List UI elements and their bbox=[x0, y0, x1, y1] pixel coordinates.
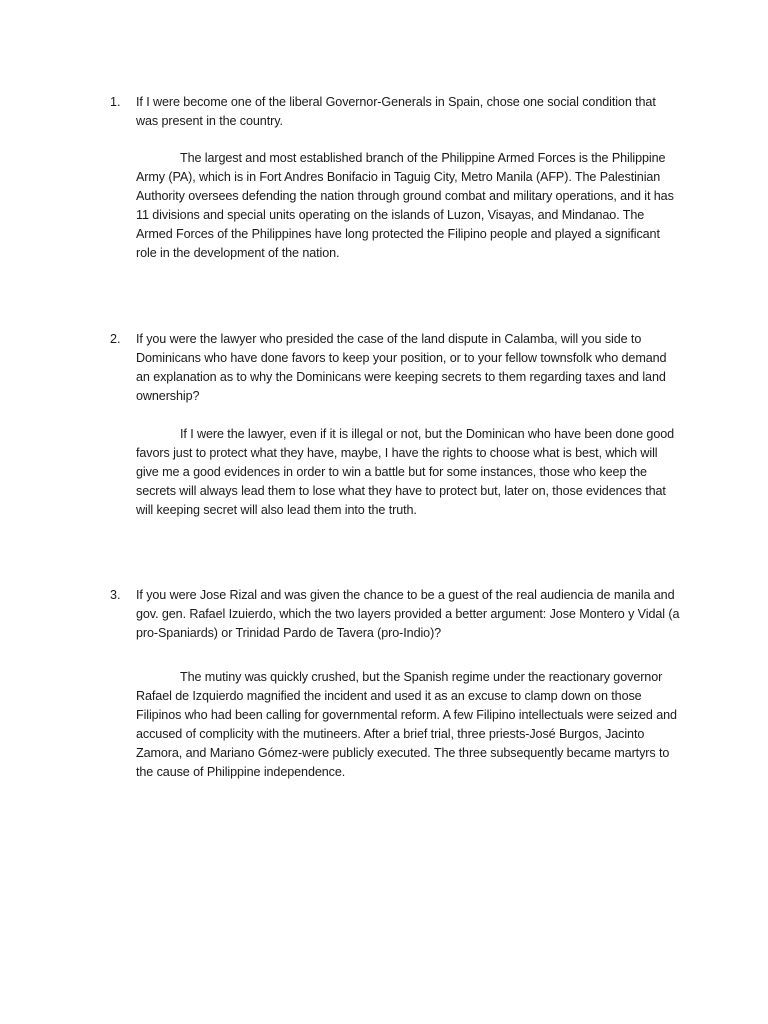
item-number: 1. bbox=[110, 95, 121, 109]
answer-paragraph: If I were the lawyer, even if it is illegal or not, but the Dominican who have been done good favors just to protect what they have, maybe, I have the rights to choose what is best, which will give me a good evidences in order to win a battle but for some instances, those who keep the secrets will always lead them to lose what they have to protect but, later on, those evidences that will keeping secret will also lead them into the truth. bbox=[136, 427, 675, 517]
answer-paragraph: The mutiny was quickly crushed, but the Spanish regime under the reactionary governor Rafael de Izquierdo magnified the incident and used it as an excuse to clamp down on those Filipinos who had been calling for governmental reform. A few Filipino intellectuals were seized and accused of complicity with the mutineers. After a brief trial, three priests-José Burgos, Jacinto Zamora, and Mariano Gómez-were publicly executed. The three subsequently became martyrs to the cause of Philippine independence. bbox=[136, 670, 677, 779]
question-item-1 bbox=[110, 93, 680, 263]
question-text: If I were become one of the liberal Governor-Generals in Spain, chose one social condition that was present in the country. bbox=[136, 95, 656, 128]
question-text: If you were the lawyer who presided the case of the land dispute in Calamba, will you side to Dominicans who have done favors to keep your position, or to your fellow townsfolk who demand an explanation as to why the Dominicans were keeping secrets to them regarding taxes and land ownership? bbox=[136, 332, 667, 403]
question-text: If you were Jose Rizal and was given the chance to be a guest of the real audiencia de manila and gov. gen. Rafael Izuierdo, which the two layers provided a better argument: Jose Montero y Vidal (a pro-Spaniards) or Trinidad Pardo de Tavera (pro-Indio)? bbox=[136, 588, 680, 640]
question-item-3 bbox=[110, 586, 680, 782]
item-number: 2. bbox=[110, 332, 121, 346]
answer-paragraph: The largest and most established branch of the Philippine Armed Forces is the Philippine Army (PA), which is in Fort Andres Bonifacio in Taguig City, Metro Manila (AFP). The Palestinian Authority oversees defending the nation through ground combat and military operations, and it has 11 divisions and special units operating on the islands of Luzon, Visayas, and Mindanao. The Armed Forces of the Philippines have long protected the Filipino people and played a significant role in the development of the nation. bbox=[136, 151, 674, 260]
question-item-2 bbox=[110, 330, 680, 520]
item-number: 3. bbox=[110, 588, 121, 602]
